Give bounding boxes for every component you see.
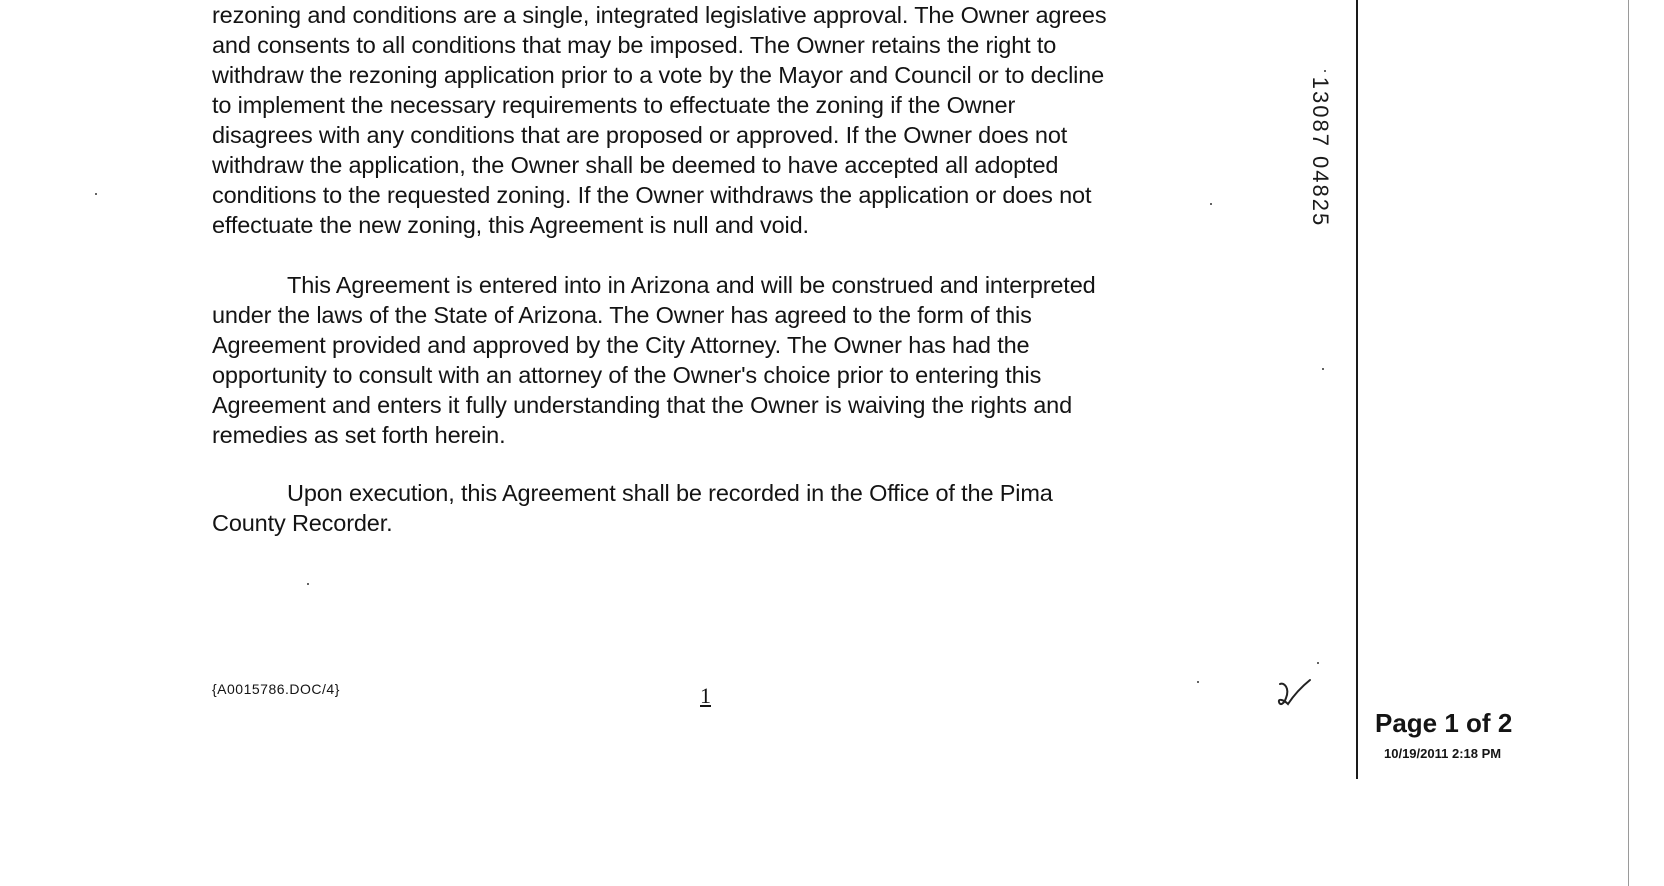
text-line: and consents to all conditions that may be imposed. The Owner retains the right to <box>212 32 1057 58</box>
scan-speck <box>1322 368 1324 370</box>
handwritten-initials <box>1276 678 1316 717</box>
text-line: under the laws of the State of Arizona. The Owner has agreed to the form of this <box>212 302 1032 328</box>
scan-speck <box>1197 681 1199 683</box>
scan-speck <box>1317 662 1319 664</box>
page-count-stamp: Page 1 of 2 <box>1375 708 1513 738</box>
text-line: Agreement provided and approved by the City Attorney. The Owner has had the <box>212 332 1030 358</box>
stamp-timestamp: 10/19/2011 2:18 PM <box>1384 746 1502 761</box>
text-line: effectuate the new zoning, this Agreement is null and void. <box>212 212 809 238</box>
text-line: County Recorder. <box>212 510 393 536</box>
text-line: Agreement and enters it fully understanding that the Owner is waiving the rights and <box>212 392 1073 418</box>
scan-edge-line <box>1628 0 1629 886</box>
scan-speck <box>307 583 309 585</box>
text-line: withdraw the application, the Owner shall be deemed to have accepted all adopted <box>212 152 1059 178</box>
text-line: disagrees with any conditions that are proposed or approved. If the Owner does not <box>212 122 1068 148</box>
paragraph-recording <box>212 478 1222 538</box>
page-number: 1 <box>700 683 711 708</box>
text-line: Upon execution, this Agreement shall be recorded in the Office of the Pima <box>287 480 1053 506</box>
scan-speck <box>1324 70 1326 72</box>
text-line: opportunity to consult with an attorney of the Owner's choice prior to entering this <box>212 362 1042 388</box>
text-line: rezoning and conditions are a single, integrated legislative approval. The Owner agrees <box>212 2 1107 28</box>
scan-speck <box>95 193 97 195</box>
text-line: This Agreement is entered into in Arizona and will be construed and interpreted <box>287 272 1096 298</box>
text-line: withdraw the rezoning application prior to a vote by the Mayor and Council or to decline <box>212 62 1105 88</box>
text-line: conditions to the requested zoning. If the Owner withdraws the application or does not <box>212 182 1092 208</box>
scan-speck <box>1210 203 1212 205</box>
recording-number: 13087 04825 <box>1308 76 1333 228</box>
paragraph-rezoning-conditions <box>212 0 1222 240</box>
margin-divider <box>1356 0 1358 779</box>
text-line: to implement the necessary requirements to effectuate the zoning if the Owner <box>212 92 1016 118</box>
paragraph-governing-law <box>212 270 1222 450</box>
text-line: remedies as set forth herein. <box>212 422 506 448</box>
document-id: {A0015786.DOC/4} <box>212 681 340 697</box>
